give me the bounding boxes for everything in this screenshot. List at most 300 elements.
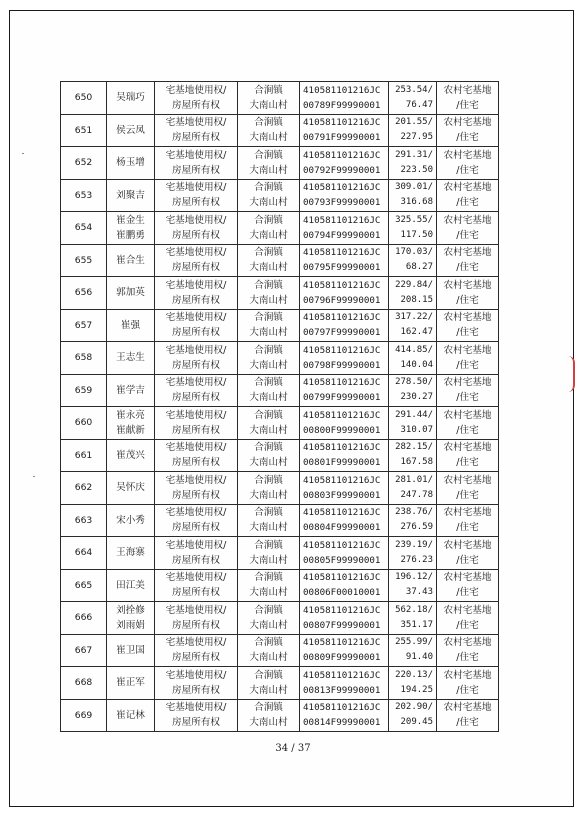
right-type-line: 房屋所有权 bbox=[172, 587, 220, 599]
land-use-line: 农村宅基地 bbox=[443, 149, 492, 161]
right-type-line: 宅基地使用权/ bbox=[165, 669, 227, 681]
right-type-cell bbox=[155, 667, 238, 700]
location-line: 大南山村 bbox=[249, 424, 288, 436]
right-type-line: 宅基地使用权/ bbox=[165, 572, 227, 584]
land-use-cell bbox=[437, 309, 499, 342]
right-type-cell bbox=[155, 634, 238, 667]
record-number-cell: 665 bbox=[61, 569, 107, 602]
land-use-cell bbox=[437, 569, 499, 602]
location-line: 合涧镇 bbox=[254, 214, 283, 226]
right-type-line: 房屋所有权 bbox=[172, 132, 220, 144]
owner-name-cell bbox=[107, 244, 155, 277]
area-cell bbox=[389, 82, 437, 115]
table-row bbox=[61, 244, 499, 277]
right-type-cell bbox=[155, 179, 238, 212]
area-cell bbox=[389, 407, 437, 440]
land-use-line: /住宅 bbox=[456, 619, 479, 631]
parcel-code-line: 00803F99990001 bbox=[303, 489, 381, 501]
right-type-line: 宅基地使用权/ bbox=[165, 539, 227, 551]
area-line: 239.19/ bbox=[395, 539, 433, 550]
location-cell bbox=[238, 602, 300, 635]
parcel-code-line: 00789F99990001 bbox=[303, 99, 381, 111]
parcel-code-cell bbox=[300, 407, 389, 440]
area-line: 202.90/ bbox=[395, 702, 433, 713]
parcel-code-line: 410581101216JC bbox=[303, 507, 381, 519]
parcel-code-line: 00813F99990001 bbox=[303, 684, 381, 696]
owner-name-cell bbox=[107, 374, 155, 407]
location-line: 合涧镇 bbox=[254, 84, 283, 96]
area-cell bbox=[389, 114, 437, 147]
land-use-line: 农村宅基地 bbox=[443, 214, 492, 226]
area-cell bbox=[389, 439, 437, 472]
record-number-cell: 666 bbox=[61, 602, 107, 635]
owner-name-cell bbox=[107, 537, 155, 570]
right-type-cell bbox=[155, 374, 238, 407]
parcel-code-line: 410581101216JC bbox=[303, 539, 381, 551]
parcel-code-line: 410581101216JC bbox=[303, 572, 381, 584]
record-number-cell: 654 bbox=[61, 212, 107, 245]
owner-name-cell bbox=[107, 504, 155, 537]
area-line: 209.45 bbox=[400, 717, 433, 728]
owner-name-line: 王志生 bbox=[116, 352, 145, 364]
right-type-cell bbox=[155, 277, 238, 310]
location-line: 合涧镇 bbox=[254, 539, 283, 551]
land-use-cell bbox=[437, 179, 499, 212]
land-use-line: 农村宅基地 bbox=[443, 377, 492, 389]
area-line: 162.47 bbox=[400, 327, 433, 338]
owner-name-cell bbox=[107, 147, 155, 180]
right-type-line: 宅基地使用权/ bbox=[165, 507, 227, 519]
area-cell bbox=[389, 277, 437, 310]
location-cell bbox=[238, 699, 300, 732]
location-cell bbox=[238, 439, 300, 472]
right-type-line: 房屋所有权 bbox=[172, 99, 220, 111]
parcel-code-cell bbox=[300, 634, 389, 667]
record-number-cell: 659 bbox=[61, 374, 107, 407]
area-line: 317.22/ bbox=[395, 312, 433, 323]
right-type-line: 宅基地使用权/ bbox=[165, 702, 227, 714]
land-use-cell bbox=[437, 342, 499, 375]
right-type-line: 房屋所有权 bbox=[172, 424, 220, 436]
location-line: 大南山村 bbox=[249, 164, 288, 176]
table-row bbox=[61, 699, 499, 732]
location-line: 合涧镇 bbox=[254, 279, 283, 291]
land-use-line: /住宅 bbox=[456, 359, 479, 371]
parcel-code-cell bbox=[300, 374, 389, 407]
location-cell bbox=[238, 374, 300, 407]
location-cell bbox=[238, 569, 300, 602]
area-cell bbox=[389, 634, 437, 667]
owner-name-line: 郭加英 bbox=[116, 287, 145, 299]
area-cell bbox=[389, 179, 437, 212]
area-cell bbox=[389, 342, 437, 375]
location-line: 合涧镇 bbox=[254, 572, 283, 584]
right-type-cell bbox=[155, 82, 238, 115]
area-line: 196.12/ bbox=[395, 572, 433, 583]
parcel-code-line: 00794F99990001 bbox=[303, 229, 381, 241]
table-row bbox=[61, 439, 499, 472]
land-use-line: /住宅 bbox=[456, 132, 479, 144]
owner-name-cell bbox=[107, 699, 155, 732]
owner-name-cell bbox=[107, 667, 155, 700]
area-line: 291.31/ bbox=[395, 149, 433, 160]
owner-name-line: 崔茂兴 bbox=[116, 449, 145, 461]
land-use-line: 农村宅基地 bbox=[443, 182, 492, 194]
location-line: 大南山村 bbox=[249, 359, 288, 371]
location-line: 大南山村 bbox=[249, 652, 288, 664]
location-line: 大南山村 bbox=[249, 684, 288, 696]
owner-name-line: 崔金生 bbox=[116, 214, 145, 226]
land-use-cell bbox=[437, 439, 499, 472]
right-type-line: 房屋所有权 bbox=[172, 197, 220, 209]
area-cell bbox=[389, 212, 437, 245]
record-number-cell: 661 bbox=[61, 439, 107, 472]
record-number-cell: 664 bbox=[61, 537, 107, 570]
red-pen-mark bbox=[568, 356, 575, 392]
location-cell bbox=[238, 537, 300, 570]
table-row bbox=[61, 277, 499, 310]
parcel-code-cell bbox=[300, 147, 389, 180]
location-line: 合涧镇 bbox=[254, 442, 283, 454]
record-number-cell: 668 bbox=[61, 667, 107, 700]
land-use-line: 农村宅基地 bbox=[443, 539, 492, 551]
right-type-line: 宅基地使用权/ bbox=[165, 214, 227, 226]
location-cell bbox=[238, 667, 300, 700]
area-cell bbox=[389, 504, 437, 537]
area-line: 276.23 bbox=[400, 554, 433, 565]
owner-name-cell bbox=[107, 114, 155, 147]
parcel-code-line: 410581101216JC bbox=[303, 182, 381, 194]
table-row bbox=[61, 667, 499, 700]
parcel-code-line: 410581101216JC bbox=[303, 409, 381, 421]
area-cell bbox=[389, 602, 437, 635]
land-use-line: 农村宅基地 bbox=[443, 637, 492, 649]
table-row bbox=[61, 602, 499, 635]
location-cell bbox=[238, 147, 300, 180]
location-line: 合涧镇 bbox=[254, 312, 283, 324]
owner-name-line: 王海寨 bbox=[116, 547, 145, 559]
right-type-line: 宅基地使用权/ bbox=[165, 409, 227, 421]
right-type-cell bbox=[155, 699, 238, 732]
record-number-cell: 650 bbox=[61, 82, 107, 115]
land-use-line: 农村宅基地 bbox=[443, 702, 492, 714]
record-number-cell: 655 bbox=[61, 244, 107, 277]
location-line: 大南山村 bbox=[249, 619, 288, 631]
parcel-code-line: 410581101216JC bbox=[303, 377, 381, 389]
right-type-line: 房屋所有权 bbox=[172, 359, 220, 371]
right-type-line: 房屋所有权 bbox=[172, 619, 220, 631]
area-line: 167.58 bbox=[400, 457, 433, 468]
location-line: 大南山村 bbox=[249, 262, 288, 274]
location-line: 大南山村 bbox=[249, 197, 288, 209]
table-row bbox=[61, 504, 499, 537]
right-type-line: 宅基地使用权/ bbox=[165, 377, 227, 389]
parcel-code-cell bbox=[300, 537, 389, 570]
area-line: 291.44/ bbox=[395, 409, 433, 420]
parcel-code-line: 410581101216JC bbox=[303, 247, 381, 259]
parcel-code-line: 00801F99990001 bbox=[303, 457, 381, 469]
area-line: 281.01/ bbox=[395, 474, 433, 485]
area-line: 562.18/ bbox=[395, 604, 433, 615]
right-type-cell bbox=[155, 244, 238, 277]
location-cell bbox=[238, 179, 300, 212]
owner-name-line: 刘拴修 bbox=[116, 604, 145, 616]
parcel-code-line: 410581101216JC bbox=[303, 312, 381, 324]
right-type-line: 宅基地使用权/ bbox=[165, 247, 227, 259]
area-cell bbox=[389, 147, 437, 180]
right-type-line: 宅基地使用权/ bbox=[165, 117, 227, 129]
record-number-cell: 657 bbox=[61, 309, 107, 342]
area-line: 91.40 bbox=[405, 652, 433, 663]
location-line: 合涧镇 bbox=[254, 702, 283, 714]
area-line: 309.01/ bbox=[395, 182, 433, 193]
parcel-code-cell bbox=[300, 569, 389, 602]
table-row bbox=[61, 537, 499, 570]
land-use-line: /住宅 bbox=[456, 197, 479, 209]
land-use-line: 农村宅基地 bbox=[443, 442, 492, 454]
registry-table bbox=[60, 81, 499, 732]
right-type-cell bbox=[155, 472, 238, 505]
area-line: 325.55/ bbox=[395, 214, 433, 225]
area-line: 230.27 bbox=[400, 392, 433, 403]
right-type-line: 宅基地使用权/ bbox=[165, 604, 227, 616]
parcel-code-line: 00806F00010001 bbox=[303, 587, 381, 599]
table-row bbox=[61, 179, 499, 212]
land-use-cell bbox=[437, 537, 499, 570]
right-type-line: 房屋所有权 bbox=[172, 392, 220, 404]
right-type-line: 房屋所有权 bbox=[172, 457, 220, 469]
parcel-code-line: 410581101216JC bbox=[303, 637, 381, 649]
right-type-line: 房屋所有权 bbox=[172, 294, 220, 306]
land-use-line: /住宅 bbox=[456, 717, 479, 729]
table-row bbox=[61, 634, 499, 667]
parcel-code-line: 00797F99990001 bbox=[303, 327, 381, 339]
scan-speck bbox=[33, 476, 35, 477]
owner-name-line: 崔正军 bbox=[116, 677, 145, 689]
area-cell bbox=[389, 309, 437, 342]
parcel-code-cell bbox=[300, 699, 389, 732]
owner-name-line: 刘雨娟 bbox=[116, 619, 145, 631]
area-line: 310.07 bbox=[400, 424, 433, 435]
parcel-code-line: 00798F99990001 bbox=[303, 359, 381, 371]
land-use-line: /住宅 bbox=[456, 554, 479, 566]
parcel-code-cell bbox=[300, 504, 389, 537]
parcel-code-line: 00807F99990001 bbox=[303, 619, 381, 631]
owner-name-line: 崔永亮 bbox=[116, 409, 145, 421]
area-line: 255.99/ bbox=[395, 637, 433, 648]
right-type-line: 宅基地使用权/ bbox=[165, 474, 227, 486]
parcel-code-line: 410581101216JC bbox=[303, 474, 381, 486]
parcel-code-line: 00792F99990001 bbox=[303, 164, 381, 176]
owner-name-cell bbox=[107, 179, 155, 212]
table-row bbox=[61, 374, 499, 407]
owner-name-line: 刘聚吉 bbox=[116, 189, 145, 201]
land-use-cell bbox=[437, 82, 499, 115]
area-line: 208.15 bbox=[400, 294, 433, 305]
land-use-line: /住宅 bbox=[456, 262, 479, 274]
record-number-cell: 656 bbox=[61, 277, 107, 310]
parcel-code-cell bbox=[300, 82, 389, 115]
owner-name-cell bbox=[107, 569, 155, 602]
parcel-code-line: 00809F99990001 bbox=[303, 652, 381, 664]
owner-name-cell bbox=[107, 602, 155, 635]
location-cell bbox=[238, 342, 300, 375]
owner-name-line: 崔鹏勇 bbox=[116, 229, 145, 241]
parcel-code-cell bbox=[300, 667, 389, 700]
area-line: 140.04 bbox=[400, 359, 433, 370]
area-line: 76.47 bbox=[405, 99, 433, 110]
right-type-line: 房屋所有权 bbox=[172, 164, 220, 176]
table-row bbox=[61, 407, 499, 440]
location-line: 合涧镇 bbox=[254, 474, 283, 486]
parcel-code-line: 00814F99990001 bbox=[303, 717, 381, 729]
land-use-line: /住宅 bbox=[456, 327, 479, 339]
location-line: 大南山村 bbox=[249, 327, 288, 339]
location-line: 大南山村 bbox=[249, 99, 288, 111]
parcel-code-line: 00793F99990001 bbox=[303, 197, 381, 209]
scan-speck bbox=[22, 153, 24, 154]
location-line: 大南山村 bbox=[249, 717, 288, 729]
location-line: 合涧镇 bbox=[254, 377, 283, 389]
land-use-line: /住宅 bbox=[456, 457, 479, 469]
land-use-cell bbox=[437, 147, 499, 180]
area-cell bbox=[389, 699, 437, 732]
land-use-line: /住宅 bbox=[456, 164, 479, 176]
area-line: 227.95 bbox=[400, 132, 433, 143]
area-line: 414.85/ bbox=[395, 344, 433, 355]
owner-name-cell bbox=[107, 634, 155, 667]
area-cell bbox=[389, 667, 437, 700]
area-cell bbox=[389, 537, 437, 570]
land-use-line: 农村宅基地 bbox=[443, 279, 492, 291]
land-use-line: 农村宅基地 bbox=[443, 84, 492, 96]
land-use-line: /住宅 bbox=[456, 489, 479, 501]
owner-name-line: 宋小秀 bbox=[116, 514, 145, 526]
owner-name-line: 吴瑞巧 bbox=[116, 92, 145, 104]
location-line: 大南山村 bbox=[249, 587, 288, 599]
land-use-line: 农村宅基地 bbox=[443, 572, 492, 584]
location-line: 合涧镇 bbox=[254, 669, 283, 681]
land-use-line: 农村宅基地 bbox=[443, 507, 492, 519]
table-row bbox=[61, 342, 499, 375]
location-cell bbox=[238, 309, 300, 342]
area-line: 247.78 bbox=[400, 489, 433, 500]
parcel-code-line: 00796F99990001 bbox=[303, 294, 381, 306]
area-cell bbox=[389, 569, 437, 602]
location-line: 大南山村 bbox=[249, 554, 288, 566]
land-use-line: /住宅 bbox=[456, 684, 479, 696]
location-cell bbox=[238, 634, 300, 667]
location-cell bbox=[238, 472, 300, 505]
owner-name-line: 田江美 bbox=[116, 579, 145, 591]
land-use-line: 农村宅基地 bbox=[443, 247, 492, 259]
table-row bbox=[61, 147, 499, 180]
parcel-code-line: 410581101216JC bbox=[303, 702, 381, 714]
right-type-line: 宅基地使用权/ bbox=[165, 84, 227, 96]
location-cell bbox=[238, 277, 300, 310]
owner-name-cell bbox=[107, 309, 155, 342]
area-line: 223.50 bbox=[400, 164, 433, 175]
right-type-line: 房屋所有权 bbox=[172, 489, 220, 501]
area-line: 316.68 bbox=[400, 197, 433, 208]
right-type-line: 宅基地使用权/ bbox=[165, 344, 227, 356]
location-line: 大南山村 bbox=[249, 489, 288, 501]
location-line: 大南山村 bbox=[249, 294, 288, 306]
area-line: 170.03/ bbox=[395, 247, 433, 258]
location-line: 大南山村 bbox=[249, 132, 288, 144]
area-line: 37.43 bbox=[405, 587, 433, 598]
land-use-cell bbox=[437, 212, 499, 245]
location-line: 合涧镇 bbox=[254, 409, 283, 421]
location-cell bbox=[238, 82, 300, 115]
location-line: 合涧镇 bbox=[254, 344, 283, 356]
right-type-cell bbox=[155, 212, 238, 245]
parcel-code-cell bbox=[300, 472, 389, 505]
record-number-cell: 651 bbox=[61, 114, 107, 147]
area-line: 201.55/ bbox=[395, 117, 433, 128]
land-use-cell bbox=[437, 602, 499, 635]
owner-name-cell bbox=[107, 212, 155, 245]
land-use-line: 农村宅基地 bbox=[443, 409, 492, 421]
area-line: 278.50/ bbox=[395, 377, 433, 388]
area-line: 229.84/ bbox=[395, 279, 433, 290]
location-line: 合涧镇 bbox=[254, 149, 283, 161]
location-line: 合涧镇 bbox=[254, 604, 283, 616]
land-use-cell bbox=[437, 374, 499, 407]
location-line: 合涧镇 bbox=[254, 507, 283, 519]
record-number-cell: 663 bbox=[61, 504, 107, 537]
parcel-code-line: 410581101216JC bbox=[303, 214, 381, 226]
land-use-line: /住宅 bbox=[456, 99, 479, 111]
owner-name-cell bbox=[107, 472, 155, 505]
parcel-code-line: 410581101216JC bbox=[303, 279, 381, 291]
right-type-line: 宅基地使用权/ bbox=[165, 442, 227, 454]
right-type-line: 房屋所有权 bbox=[172, 327, 220, 339]
parcel-code-line: 00791F99990001 bbox=[303, 132, 381, 144]
area-line: 253.54/ bbox=[395, 84, 433, 95]
land-use-line: 农村宅基地 bbox=[443, 474, 492, 486]
location-cell bbox=[238, 212, 300, 245]
land-use-line: /住宅 bbox=[456, 392, 479, 404]
right-type-line: 房屋所有权 bbox=[172, 652, 220, 664]
right-type-cell bbox=[155, 537, 238, 570]
area-cell bbox=[389, 472, 437, 505]
table-row bbox=[61, 82, 499, 115]
record-number-cell: 669 bbox=[61, 699, 107, 732]
area-line: 276.59 bbox=[400, 522, 433, 533]
parcel-code-line: 410581101216JC bbox=[303, 344, 381, 356]
right-type-cell bbox=[155, 309, 238, 342]
area-line: 220.13/ bbox=[395, 669, 433, 680]
area-cell bbox=[389, 374, 437, 407]
parcel-code-line: 00795F99990001 bbox=[303, 262, 381, 274]
location-line: 大南山村 bbox=[249, 522, 288, 534]
parcel-code-line: 410581101216JC bbox=[303, 442, 381, 454]
land-use-line: 农村宅基地 bbox=[443, 669, 492, 681]
parcel-code-cell bbox=[300, 114, 389, 147]
right-type-cell bbox=[155, 114, 238, 147]
land-use-line: 农村宅基地 bbox=[443, 344, 492, 356]
area-line: 351.17 bbox=[400, 619, 433, 630]
owner-name-line: 崔记林 bbox=[116, 709, 145, 721]
location-line: 合涧镇 bbox=[254, 637, 283, 649]
land-use-line: /住宅 bbox=[456, 424, 479, 436]
right-type-line: 宅基地使用权/ bbox=[165, 312, 227, 324]
right-type-line: 宅基地使用权/ bbox=[165, 637, 227, 649]
land-use-cell bbox=[437, 504, 499, 537]
record-number-cell: 660 bbox=[61, 407, 107, 440]
land-use-line: /住宅 bbox=[456, 587, 479, 599]
